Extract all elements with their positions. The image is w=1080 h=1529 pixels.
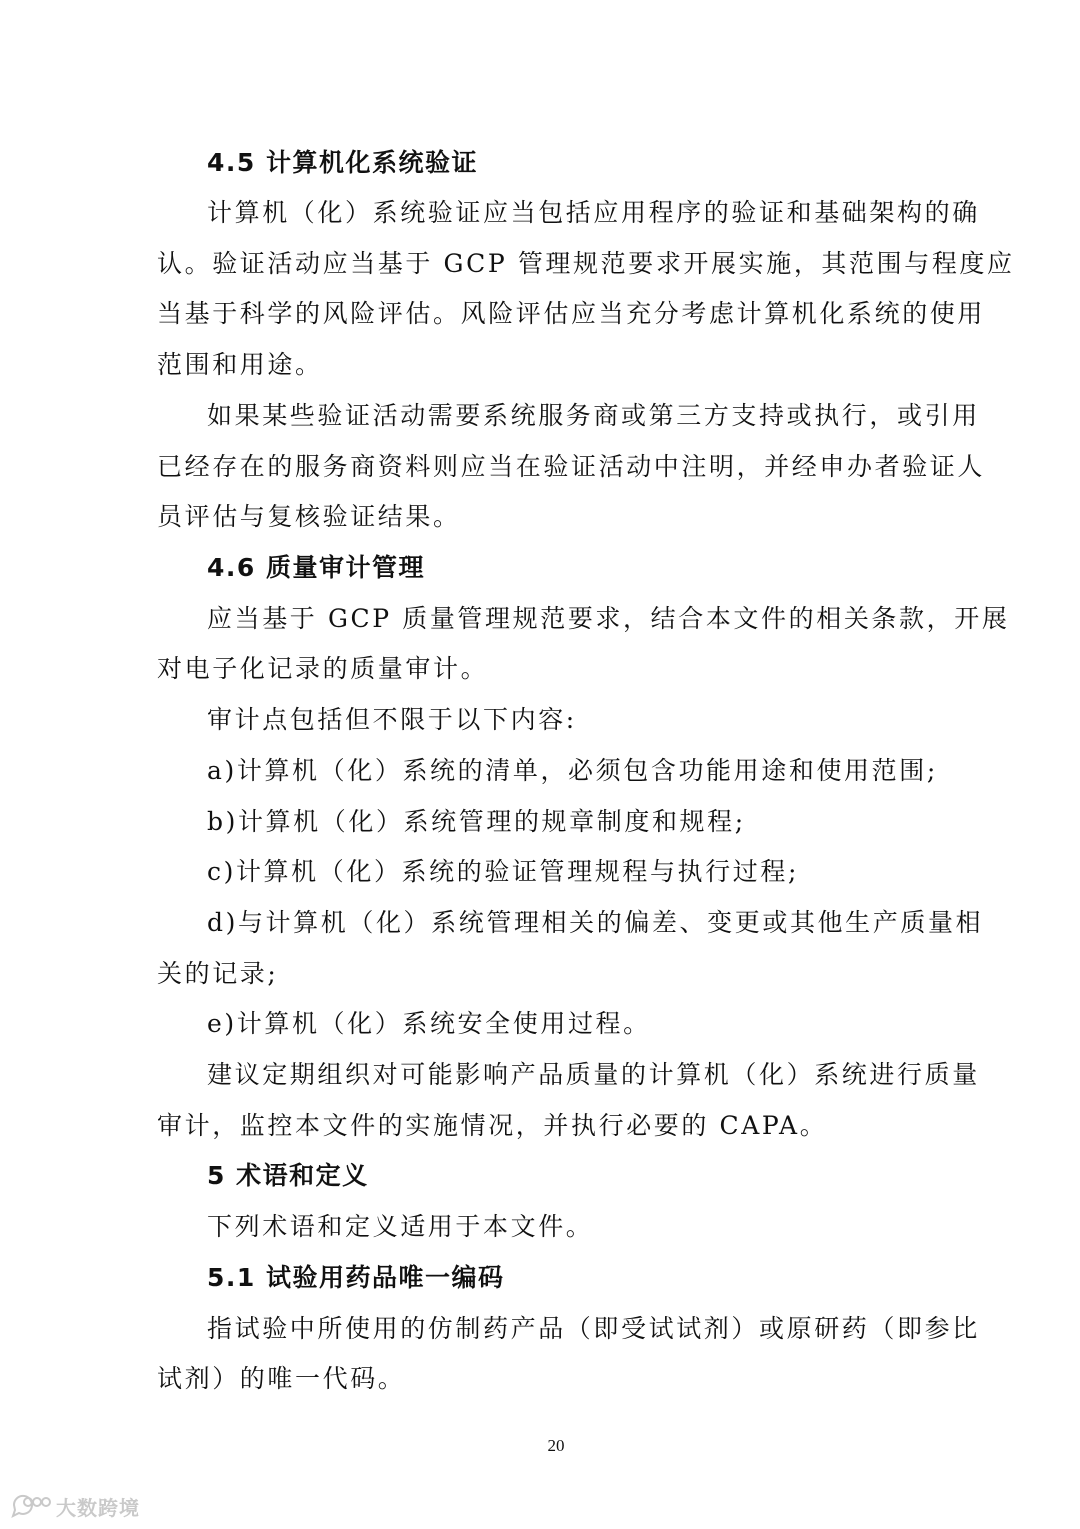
chat-bubble-logo-icon [10, 1493, 52, 1519]
section-4-5-heading: 4.5 计算机化系统验证 [207, 148, 478, 177]
watermark [10, 1491, 140, 1521]
watermark-text: 大数跨境 [56, 1495, 140, 1520]
paragraph-line: 认。验证活动应当基于 GCP 管理规范要求开展实施，其范围与程度应 [157, 249, 1015, 278]
list-item-continuation: 关的记录; [157, 959, 279, 988]
paragraph-line: 如果某些验证活动需要系统服务商或第三方支持或执行，或引用 [207, 401, 980, 430]
paragraph-line: 审计点包括但不限于以下内容: [207, 705, 577, 734]
paragraph-line: 当基于科学的风险评估。风险评估应当充分考虑计算机化系统的使用 [157, 299, 986, 328]
list-item: e)计算机（化）系统安全使用过程。 [207, 1009, 651, 1038]
list-item: a)计算机（化）系统的清单，必须包含功能用途和使用范围; [207, 756, 938, 785]
paragraph-line: 建议定期组织对可能影响产品质量的计算机（化）系统进行质量 [207, 1060, 980, 1089]
paragraph-line: 范围和用途。 [157, 350, 323, 379]
list-item: d)与计算机（化）系统管理相关的偏差、变更或其他生产质量相 [207, 908, 984, 937]
paragraph-line: 计算机（化）系统验证应当包括应用程序的验证和基础架构的确 [207, 198, 980, 227]
paragraph-line: 试剂）的唯一代码。 [157, 1364, 406, 1393]
paragraph-line: 员评估与复核验证结果。 [157, 502, 461, 531]
paragraph-line: 应当基于 GCP 质量管理规范要求，结合本文件的相关条款，开展 [207, 604, 1010, 633]
paragraph-line: 审计，监控本文件的实施情况，并执行必要的 CAPA。 [157, 1111, 828, 1140]
paragraph-line: 已经存在的服务商资料则应当在验证活动中注明，并经申办者验证人 [157, 452, 986, 481]
section-5-1-heading: 5.1 试验用药品唯一编码 [207, 1263, 505, 1292]
page-number: 20 [547, 1436, 565, 1455]
list-item: c)计算机（化）系统的验证管理规程与执行过程; [207, 857, 799, 886]
list-item: b)计算机（化）系统管理的规章制度和规程; [207, 807, 746, 836]
paragraph-line: 下列术语和定义适用于本文件。 [207, 1212, 594, 1241]
paragraph-line: 指试验中所使用的仿制药产品（即受试试剂）或原研药（即参比 [207, 1314, 980, 1343]
section-5-heading: 5 术语和定义 [207, 1161, 369, 1190]
paragraph-line: 对电子化记录的质量审计。 [157, 654, 489, 683]
section-4-6-heading: 4.6 质量审计管理 [207, 553, 425, 582]
